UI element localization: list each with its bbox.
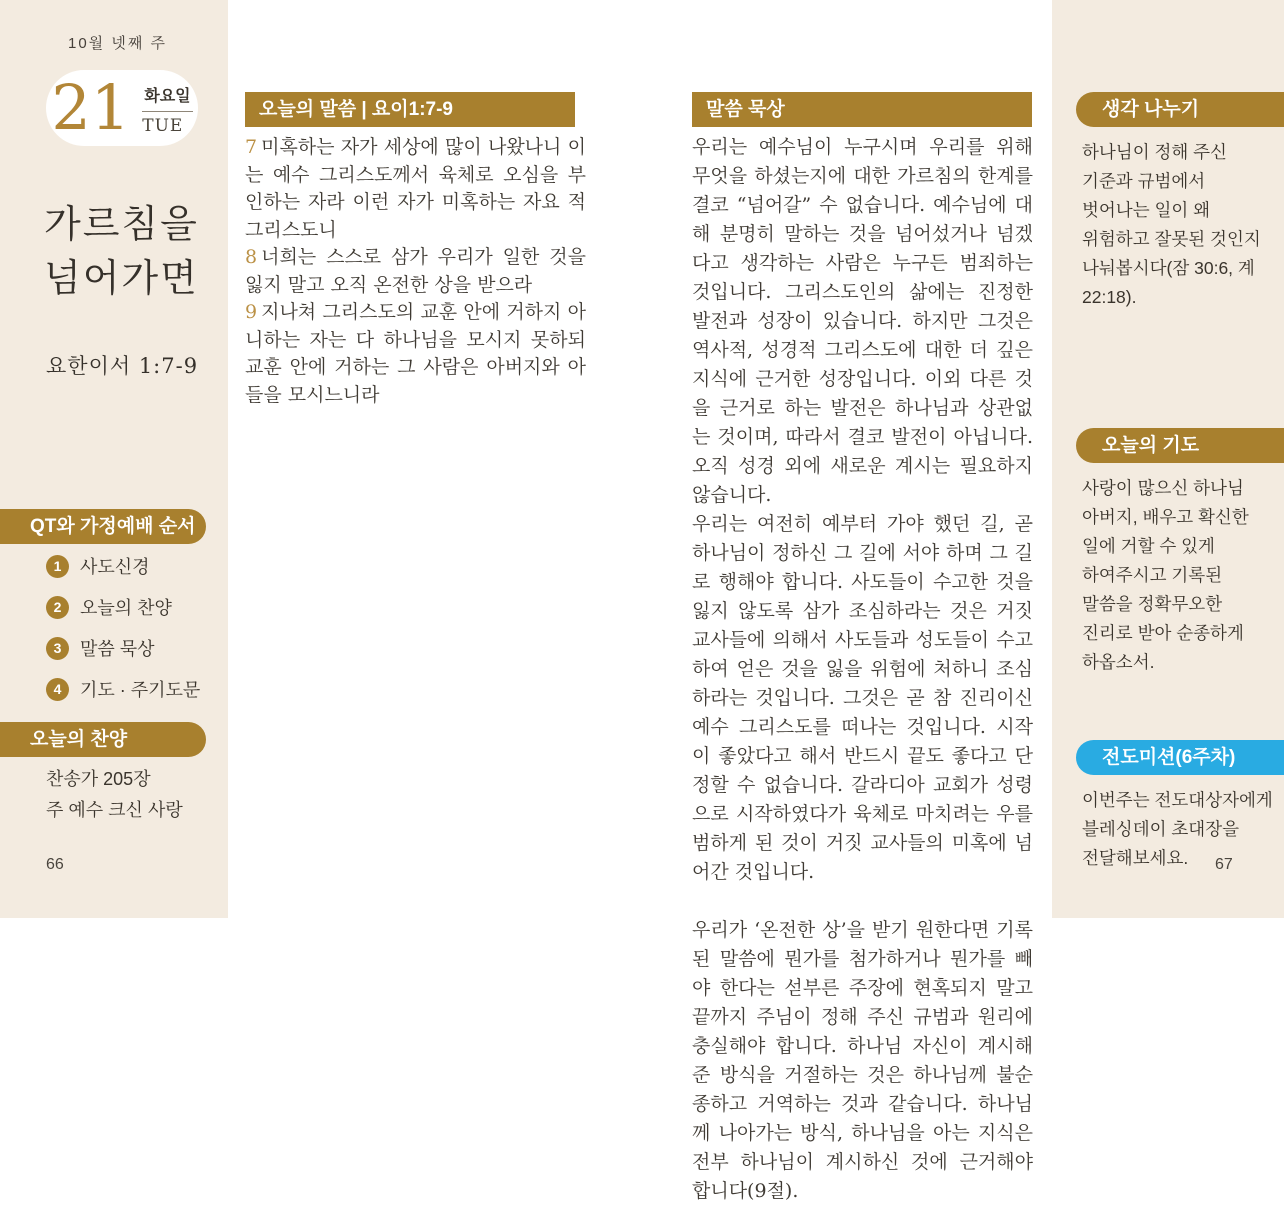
hymn-title: 주 예수 크신 사랑: [46, 800, 183, 820]
scripture-section-header: 오늘의 말씀 | 요이1:7-9: [245, 92, 575, 127]
verse-number: 9: [245, 301, 258, 323]
day-number: 21: [51, 71, 131, 144]
devotion-title-line2: 넘어가면: [44, 255, 199, 300]
verse-number: 7: [245, 136, 258, 158]
hymn-number: 찬송가 205장: [46, 769, 151, 789]
order-item-label: 기도 · 주기도문: [80, 680, 201, 700]
verse: [245, 134, 586, 244]
verse: [245, 244, 586, 299]
order-item-label: 오늘의 찬양: [80, 598, 172, 618]
devotion-title-line1: 가르침을: [44, 202, 199, 246]
verse-text: 지나쳐 그리스도의 교훈 안에 거하지 아니하는 자는 다 하나님을 모시지 못하되 교훈 안에 거하는 그 사람은 아버지와 아들을 모시느니라: [245, 301, 586, 406]
list-item: [46, 594, 200, 620]
list-item: [46, 635, 200, 661]
sharing-section-text: 하나님이 정해 주신 기준과 규범에서 벗어나는 일이 왜 위험하고 잘못된 것인지 나눠봅시다(잠 30:6, 계 22:18).: [1082, 142, 1261, 307]
order-number-badge: 1: [46, 555, 69, 578]
date-pill: [46, 70, 198, 146]
mission-section-text: 이번주는 전도대상자에게 블레싱데이 초대장을 전달해보세요.: [1082, 790, 1273, 868]
page-number-right: 67: [1215, 856, 1233, 873]
weekday-english: TUE: [142, 115, 184, 136]
meditation-text: [692, 133, 1033, 1206]
mission-section-header: 전도미션(6주차): [1076, 740, 1284, 775]
order-number-badge: 4: [46, 678, 69, 701]
worship-order-list: [46, 553, 200, 702]
meditation-paragraph: 우리는 여전히 예부터 가야 했던 길, 곧 하나님이 정하신 그 길에 서야 하며 그 길로 행해야 합니다. 사도들이 수고한 것을 잃지 않도록 삼가 조심하라는 것은 거짓교사들에 의해서 사도들과 성도들이 수고하여 얻은 것을 잃을 위험에 처하니 조심하라는 것입니다. 그것은 곧 참 진리이신 예수 그리스도를 떠나는 것입니다. 시작이 좋았다고 해서 반드시 끝도 좋다고 단정할 수 없습니다. 갈라디아 교회가 성령으로 시작하였다가 육체로 마치려는 우를 범하게 된 것이 거짓 교사들의 미혹에 넘어간 것입니다.: [692, 513, 1033, 883]
meditation-paragraph: 우리는 예수님이 누구시며 우리를 위해 무엇을 하셨는지에 대한 가르침의 한계를 결코 “넘어갈” 수 없습니다. 예수님에 대해 분명히 말하는 것을 넘어섰거나 넘겠다고 생각하는 사람은 누구든 범죄하는 것입니다. 그리스도인의 삶에는 진정한 발전과 성장이 있습니다. 하지만 그것은 역사적, 성경적 그리스도에 대한 더 깊은 지식에 근거한 성장입니다. 이외 다른 것을 근거로 하는 발전은 하나님과 상관없는 것이며, 따라서 결코 발전이 아닙니다. 오직 성경 외에 새로운 계시는 필요하지 않습니다.: [692, 136, 1033, 506]
page-number-left: 66: [46, 856, 64, 873]
verse-text: 미혹하는 자가 세상에 많이 나왔나니 이는 예수 그리스도께서 육체로 오심을 부인하는 자라 이런 자가 미혹하는 자요 적그리스도니: [245, 136, 586, 241]
meditation-section-header: 말씀 묵상: [692, 92, 1032, 127]
prayer-section-header: 오늘의 기도: [1076, 428, 1284, 463]
order-number-badge: 3: [46, 637, 69, 660]
list-item: [46, 553, 200, 579]
devotion-title: [44, 198, 224, 306]
verse: [245, 299, 586, 409]
hymn-info: [46, 764, 183, 826]
verse-number: 8: [245, 246, 258, 268]
list-item: [46, 676, 200, 702]
weekday-korean: 화요일: [142, 83, 192, 112]
order-number-badge: 2: [46, 596, 69, 619]
sharing-section-header: 생각 나누기: [1076, 92, 1284, 127]
order-item-label: 사도신경: [80, 557, 150, 577]
weekday-box: [142, 83, 192, 136]
week-label: 10월 넷째 주: [68, 35, 167, 52]
scripture-reference: 요한이서 1:7-9: [46, 354, 199, 378]
scripture-verses: [245, 134, 586, 409]
order-item-label: 말씀 묵상: [80, 639, 155, 659]
verse-text: 너희는 스스로 삼가 우리가 일한 것을 잃지 말고 오직 온전한 상을 받으라: [245, 246, 586, 296]
hymn-section-header: 오늘의 찬양: [0, 722, 206, 757]
prayer-section-text: 사랑이 많으신 하나님 아버지, 배우고 확신한 일에 거할 수 있게 하여주시고 기록된 말씀을 정확무오한 진리로 받아 순종하게 하옵소서.: [1082, 478, 1249, 672]
meditation-paragraph: 우리가 ‘온전한 상’을 받기 원한다면 기록된 말씀에 뭔가를 첨가하거나 뭔가를 빼야 한다는 섣부른 주장에 현혹되지 말고 끝까지 주님이 정해 주신 규범과 원리에 충실해야 합니다. 하나님 자신이 계시해 준 방식을 거절하는 것은 하나님께 불순종하고 거역하는 것과 같습니다. 하나님께 나아가는 방식, 하나님을 아는 지식은 전부 하나님이 계시하신 것에 근거해야 합니다(9절).: [692, 919, 1033, 1202]
order-section-header: QT와 가정예배 순서: [0, 509, 206, 544]
